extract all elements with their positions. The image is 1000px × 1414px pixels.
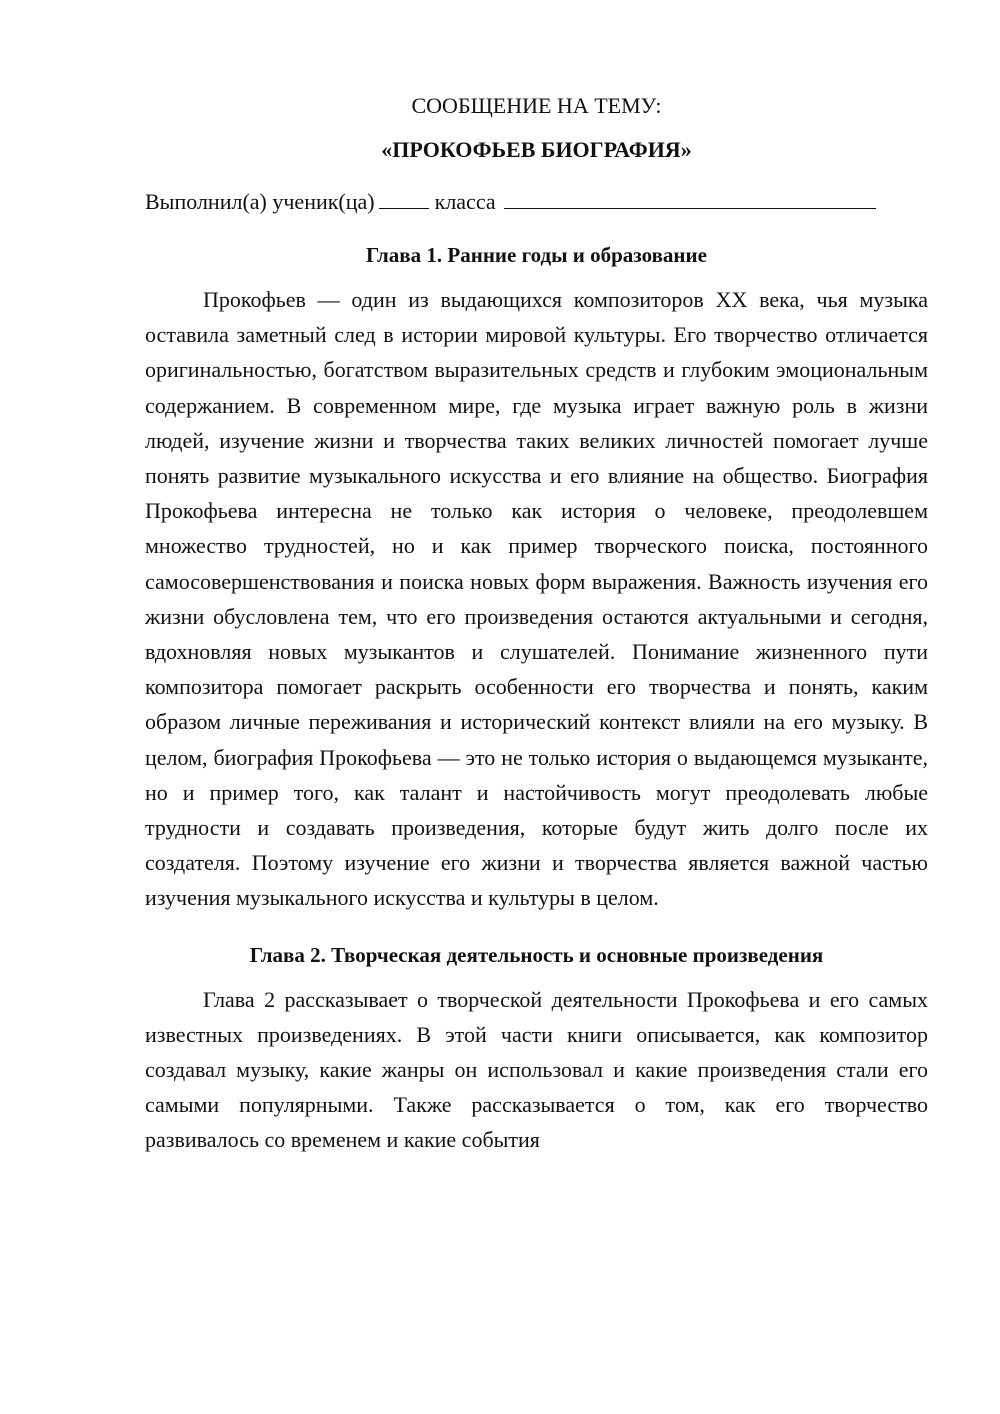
chapter-2-heading: Глава 2. Творческая деятельность и основные произведения xyxy=(249,942,824,967)
author-prefix: Выполнил(а) ученик(ца) xyxy=(145,189,375,214)
chapter-1-heading: Глава 1. Ранние годы и образование xyxy=(366,243,707,267)
chapter-1-text: Прокофьев — один из выдающихся композиторов XX века, чья музыка оставила заметный след в истории мировой культуры. Его творчество отличается оригинальностью, богатством выразительных средств и глубоким эмоциональным содержанием. В современном мире, где музыка играет важную роль в жизни людей, изучение жизни и творчества таких великих личностей помогает лучше понять развитие музыкального искусства и его влияние на общество. Биография Прокофьева интересна не только как история о человеке, преодолевшем множество трудностей, но и как пример творческого поиска, постоянного самосовершенствования и поиска новых форм выражения. Важность изучения его жизни обусловлена тем, что его произведения остаются актуальными и сегодня, вдохновляя новых музыкантов и слушателей. Понимание жизненного пути композитора помогает раскрыть особенности его творчества и понять, каким образом личные переживания и исторический контекст влияли на его музыку. В целом, биография Прокофьева — это не только история о выдающемся музыканте, но и пример того, как талант и настойчивость могут преодолевать любые трудности и создавать произведения, которые будут жить долго после их создателя. Поэтому изучение его жизни и творчества является важной частью изучения музыкального искусства и культуры в целом. xyxy=(145,287,928,911)
chapter-2-text: Глава 2 рассказывает о творческой деятельности Прокофьева и его самых известных произведениях. В этой части книги описывается, как композитор создавал музыку, какие жанры он использовал и какие произведения стали его самыми популярными. Также рассказывается о том, как его творчество развивалось со временем и какие события xyxy=(145,986,928,1153)
grade-blank xyxy=(379,188,429,209)
name-blank xyxy=(504,188,876,209)
document-content xyxy=(145,92,928,1158)
author-line xyxy=(145,187,928,217)
class-label: класса xyxy=(434,189,496,214)
report-title: «ПРОКОФЬЕВ БИОГРАФИЯ» xyxy=(381,137,692,162)
report-header: СООБЩЕНИЕ НА ТЕМУ: xyxy=(411,93,662,118)
